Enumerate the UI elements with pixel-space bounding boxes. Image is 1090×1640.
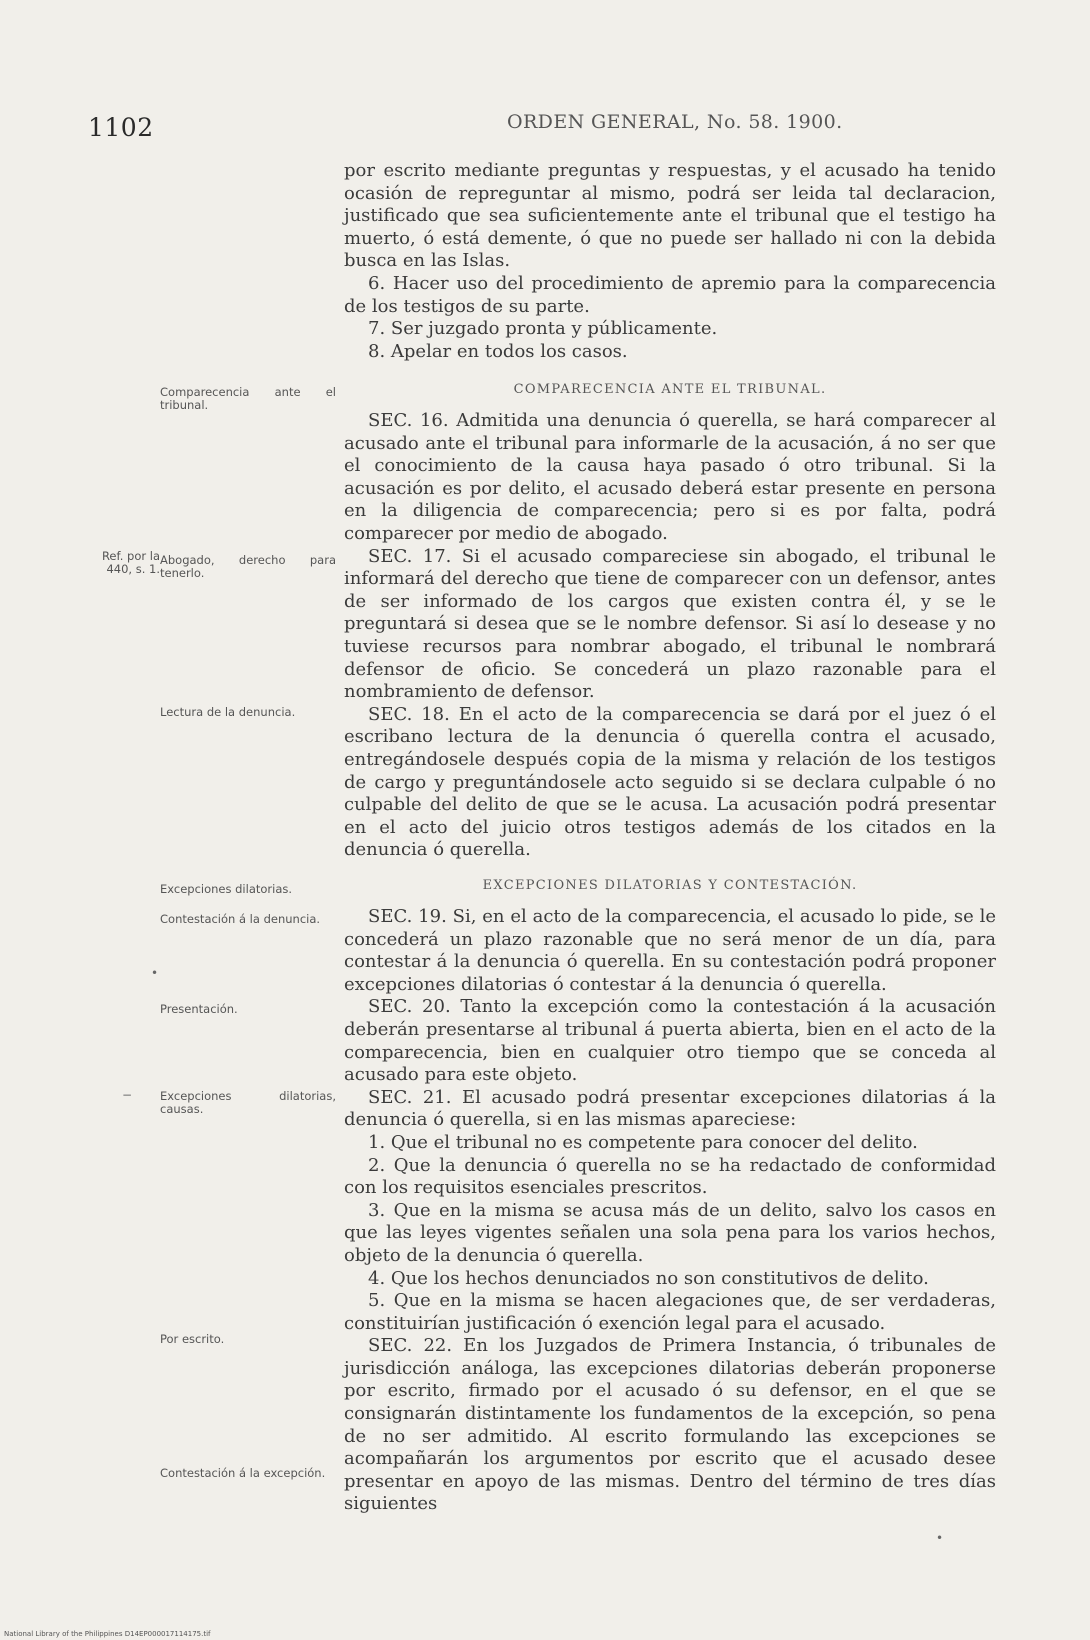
margin-note-comparecencia: Comparecencia ante el tribunal. xyxy=(160,385,336,412)
paragraph-sec-21: SEC. 21. El acusado podrá presentar excepciones dilatorias á la denuncia ó querella, si en las mismas apareciese: xyxy=(344,1086,996,1131)
paragraph-sec-16: SEC. 16. Admitida una denuncia ó querella, se hará comparecer al acusado ante el tribunal para informarle de la acusación, á no ser que el conocimiento de la causa haya pasado ó otro tribunal. Si la acusación es por delito, el acusado deberá estar presente en persona en la diligencia de comparecencia; pero si es por falta, podrá comparecer por medio de abogado. xyxy=(344,410,996,544)
list-item: 4. Que los hechos denunciados no son constitutivos de delito. xyxy=(368,1267,929,1289)
margin-note-contestacion-excepcion: Contestación á la excepción. xyxy=(160,1466,326,1480)
scan-speck: • xyxy=(151,966,159,980)
running-head: ORDEN GENERAL, No. 58. 1900. xyxy=(507,111,843,133)
list-item: 2. Que la denuncia ó querella no se ha redactado de conformidad con los requisitos esenciales prescritos. xyxy=(344,1154,996,1199)
scan-speck: • xyxy=(936,1531,944,1545)
paragraph-sec-19: SEC. 19. Si, en el acto de la comparecencia, el acusado lo pide, se le concederá un plazo razonable que no será menor de un día, para contestar á la denuncia ó querella. En su contestación podrá proponer excepciones dilatorias ó contestar á la denuncia ó querella. xyxy=(344,906,996,995)
text-block-1 xyxy=(344,160,996,363)
margin-note-excepciones-dilatorias: Excepciones dilatorias. xyxy=(160,882,293,896)
margin-note-abogado: Abogado, derecho para tenerlo. xyxy=(160,553,336,580)
paragraph-sec-17: SEC. 17. Si el acusado compareciese sin abogado, el tribunal le informará del derecho que tiene de comparecer con un defensor, antes de ser informado de los cargos que existen contra él, y se le preguntará si desea que se le nombre defensor. Si así lo desease y no tuviese recursos para nombrar abogado, el tribunal le nombrará defensor de oficio. Se concederá un plazo razonable para el nombramiento de defensor. xyxy=(344,545,996,703)
margin-note-por-escrito: Por escrito. xyxy=(160,1332,225,1346)
margin-note-presentacion: Presentación. xyxy=(160,1002,238,1016)
text-block-2 xyxy=(344,410,996,862)
paragraph: 8. Apelar en todos los casos. xyxy=(368,340,628,362)
paragraph-sec-18: SEC. 18. En el acto de la comparecencia se dará por el juez ó el escribano lectura de la denuncia ó querella contra el acusado, entregándosele después copia de la misma y relación de los testigos de cargo y preguntándosele acto seguido si se declara culpable ó no culpable del delito de que se le acusa. La acusación podrá presentar en el acto del juicio otros testigos además de los citados en la denuncia ó querella. xyxy=(344,703,996,861)
list-item: 5. Que en la misma se hacen alegaciones que, de ser verdaderas, constituirían justificación ó exención legal para el acusado. xyxy=(344,1290,996,1334)
paragraph: 6. Hacer uso del procedimiento de apremio para la comparecencia de los testigos de su parte. xyxy=(344,272,996,317)
margin-note-contestacion-denuncia: Contestación á la denuncia. xyxy=(160,912,321,926)
section-heading-excepciones: EXCEPCIONES DILATORIAS Y CONTESTACIÓN. xyxy=(482,878,858,893)
list-item: 1. Que el tribunal no es competente para conocer del delito. xyxy=(368,1131,918,1153)
footer-credit: National Library of the Philippines D14EP000017114175.tif xyxy=(4,1630,211,1638)
text-block-3 xyxy=(344,906,996,1516)
scan-speck: − xyxy=(122,1088,133,1102)
margin-note-excepciones-causas: Excepciones dilatorias, causas. xyxy=(160,1089,336,1116)
paragraph-sec-20: SEC. 20. Tanto la excepción como la contestación á la acusación deberán presentarse al tribunal á puerta abierta, bien en el acto de la comparecencia, bien en cualquier otro tiempo que se conceda al acusado para este objeto. xyxy=(344,996,996,1086)
list-item: 3. Que en la misma se acusa más de un delito, salvo los casos en que las leyes vigentes señalen una sola pena para los varios hechos, objeto de la denuncia ó querella. xyxy=(344,1199,996,1266)
margin-note-lectura: Lectura de la denuncia. xyxy=(160,705,296,719)
section-heading-comparecencia: COMPARECENCIA ANTE EL TRIBUNAL. xyxy=(513,382,827,397)
margin-note-ref: Ref. por la 440, s. 1. xyxy=(101,549,160,576)
paragraph: 7. Ser juzgado pronta y públicamente. xyxy=(368,318,718,340)
page-number: 1102 xyxy=(88,113,154,142)
paragraph: por escrito mediante preguntas y respuestas, y el acusado ha tenido ocasión de repreguntar al mismo, podrá ser leida tal declaracion, justificado que sea suficientemente ante el tribunal que el testigo ha muerto, ó está demente, ó que no puede ser hallado ni con la debida busca en las Islas. xyxy=(344,160,996,272)
paragraph-sec-22: SEC. 22. En los Juzgados de Primera Instancia, ó tribunales de jurisdicción análoga, las excepciones dilatorias deberán proponerse por escrito, firmado por el acusado ó su defensor, en el que se consignarán distintamente los fundamentos de la excepción, so pena de no ser admitido. Al escrito formulando las excepciones se acompañarán los argumentos por escrito que el acusado desee presentar en apoyo de las mismas. Dentro del término de tres días siguientes xyxy=(344,1335,996,1515)
